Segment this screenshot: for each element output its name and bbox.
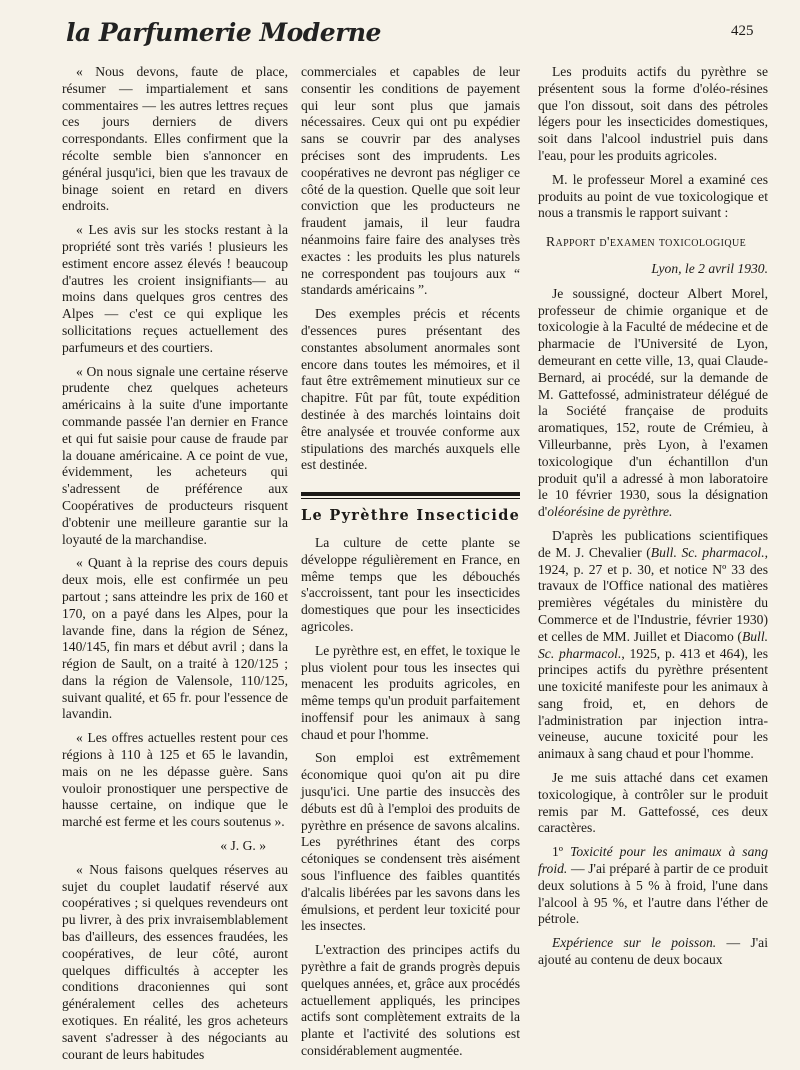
page-number: 425 bbox=[731, 23, 754, 39]
section-divider bbox=[301, 492, 520, 499]
paragraph: Des exemples précis et récents d'essences pures présentant des constantes absolument anormales sont encore dans toutes les mémoires, et il faut être extrêmement minutieux sur ce chapitre. Fût par fût, toute expédition destinée à des marchés lointains doit être analysée et trouvée conforme aux stipulations des marchés auxquels elle est destinée. bbox=[301, 306, 520, 473]
text: D'après les publications scientifiques de M. J. Chevalier ( bbox=[538, 527, 768, 560]
masthead: la Parfumerie Moderne bbox=[66, 18, 381, 47]
paragraph: M. le professeur Morel a examiné ces produits au point de vue toxicologique et nous a transmis le rapport suivant : bbox=[538, 171, 768, 221]
signature: « J. G. » bbox=[220, 838, 266, 854]
paragraph bbox=[538, 935, 768, 969]
paragraph bbox=[538, 528, 768, 763]
paragraph: Les produits actifs du pyrèthre se présentent sous la forme d'oléo-résines que l'on dissout, soit dans des pétroles légers pour les insecticides domestiques, soit dans l'alcool industriel puis dans l'eau, pour les produits agricoles. bbox=[538, 64, 768, 163]
paragraph: Le pyrèthre est, en effet, le toxique le plus violent pour tous les insectes qui menacent les produits agricoles, en même temps qu'un produit parfaitement inoffensif pour les animaux à sang chaud et pour l'homme. bbox=[301, 642, 520, 742]
column-2 bbox=[301, 64, 520, 1067]
text: , 1925, p. 413 et 464), les principes actifs du pyrèthre présentent une toxicité manifeste pour les animaux à sang froid, et, en dehors de l'administration par injection intra-veineuse, aucune toxicité pour les animaux à sang chaud et pour l'homme. bbox=[538, 645, 768, 762]
italic-text: Expérience sur le poisson. bbox=[552, 935, 717, 951]
rule-thin bbox=[301, 498, 520, 499]
section-title: Le Pyrèthre Insecticide bbox=[301, 507, 521, 525]
paragraph: « Les avis sur les stocks restant à la propriété sont très variés ! plusieurs les estiment encore assez élevés ! beaucoup d'autres les croient insignifiants— au moins dans quelques gros centres des Alpes — c'est ce qui explique les sollicitations reçues actuellement des parfumeurs et des courtiers. bbox=[62, 222, 288, 355]
paragraph: commerciales et capables de leur consentir les conditions de payement qui leur sont plus que jamais nécessaires. Ceux qui ont pu expédier sans se couvrir par des analyses précises sont des imprudents. Les coopératives ne devront pas négliger ce côté de la question. Quelle que soit leur conviction que les producteurs ne fraudent jamais, il leur faudra néanmoins faire faire des analyses très exactes : les produits les plus naturels ne correspondent pas toujours aux “ standards américains ”. bbox=[301, 64, 520, 298]
text: 1º bbox=[552, 844, 571, 860]
paragraph: La culture de cette plante se développe régulièrement en France, en même temps que les débouchés s'accroissent, tant pour les insecticides domestiques que pour les insecticides agricoles. bbox=[301, 534, 520, 634]
paragraph: « Quant à la reprise des cours depuis deux mois, elle est confirmée un peu partout ; sans atteindre les prix de 160 et 170, on a payé dans les Alpes, pour la lavande fine, dans la région de Sénez, 140/145, fin mars et début avril ; dans la région de Sault, on a traité à 120/125 ; dans la région de Valensole, 110/125, suivant qualité, et 65 fr. pour l'essence de lavandin. bbox=[62, 555, 288, 722]
paragraph: « On nous signale une certaine réserve prudente chez quelques acheteurs américains à la suite d'une importante commande passée l'an dernier en France et qui fut saisie pour cause de fraude par la douane américaine. A ce point de vue, évidemment, les acheteurs qui s'adressent de préférence aux Coopératives de producteurs risquent d'obtenir une meilleure garantie sur la loyauté de la marchandise. bbox=[62, 363, 288, 547]
paragraph: L'extraction des principes actifs du pyrèthre a fait de grands progrès depuis quelques années, et, grâce aux procédés actuellement appliqués, les principes actifs sont complètement extraits de la plante et l'activité des solutions est considérablement augmentée. bbox=[301, 942, 520, 1059]
paragraph bbox=[538, 286, 768, 521]
italic-text: oléorésine de pyrèthre. bbox=[547, 504, 673, 520]
text: , 1924, p. 27 et p. 30, et notice Nº 33 des travaux de l'Office national des matières premières végétales du ministère du Commerce et de l'Industrie, février 1930) et celles de MM. Juillet et Diacomo ( bbox=[538, 544, 768, 644]
text: — J'ai préparé à partir de ce produit deux solutions à 5 % à froid, l'une dans l'alcool à 95 %, et l'autre dans l'éther de pétrole. bbox=[538, 861, 768, 927]
text: — J'ai ajouté au contenu de deux bocaux bbox=[538, 935, 768, 968]
rule-thick bbox=[301, 492, 520, 496]
italic-text: Toxicité pour les animaux à sang froid. bbox=[538, 844, 768, 877]
italic-text: Bull. Sc. pharmacol. bbox=[538, 628, 768, 661]
paragraph: Je me suis attaché dans cet examen toxicologique, à contrôler sur le produit remis par M. Gattefossé, ces deux caractères. bbox=[538, 770, 768, 836]
paragraph: « Nous faisons quelques réserves au sujet du couplet laudatif réservé aux coopératives ; si quelques revendeurs ont pu livrer, à des prix invraisemblablement bas d'ailleurs, des essences fraudées, les coopératives, de leur côté, auront quelques difficultés à accepter les conditions draconiennes qui sont généralement celles des acheteurs exotiques. En réalité, les gros acheteurs savent s'adresser à des négociants au courant de leurs habitudes bbox=[62, 861, 288, 1062]
paragraph: « Les offres actuelles restent pour ces régions à 110 à 125 et 65 le lavandin, mais on ne les dépasse guère. Sans vouloir pronostiquer une perspective de hausse certaine, on indique que le marché est ferme et les cours soutenus ». bbox=[62, 730, 288, 830]
column-1 bbox=[62, 64, 288, 1070]
paragraph: Son emploi est extrêmement économique quoi qu'on ait pu dire jusqu'ici. Une partie des insuccès des débuts est dû à l'emploi des produits de pyrèthre en présence de savons alcalins. Les pyréthrines étant des corps cétoniques se condensent très aisément sous l'influence des faibles quantités d'alcalis libérées par les savons dans les émulsions, et perdent leur toxicité pour les insectes. bbox=[301, 750, 520, 934]
dateline: Lyon, le 2 avril 1930. bbox=[651, 260, 768, 276]
paragraph bbox=[538, 844, 768, 928]
column-3 bbox=[538, 64, 768, 976]
report-title: Rapport d'examen toxicologique bbox=[546, 234, 747, 250]
italic-text: Bull. Sc. pharmacol. bbox=[650, 544, 765, 560]
text: Je soussigné, docteur Albert Morel, professeur de chimie organique et de toxicologie à la Faculté de médecine et de pharmacie de l'Université de Lyon, demeurant en cette ville, 13, quai Claude-Bernard, ai procédé, sur la demande de M. Gattefossé, administrateur délégué de la Société française de produits aromatiques, 152, route de Crémieu, à Villeurbanne, près Lyon, à l'examen toxicologique d'un échantillon d'un produit qu'il a adressé à mon laboratoire le 10 février 1930, sous la désignation d' bbox=[538, 285, 768, 520]
paragraph: « Nous devons, faute de place, résumer — impartialement et sans commentaires — les autres lettres reçues ces jours derniers de divers correspondants. Elles confirment que la récolte semble bien s'annoncer en général jusqu'ici, bien que les travaux de binage soient en retard en divers endroits. bbox=[62, 64, 288, 214]
